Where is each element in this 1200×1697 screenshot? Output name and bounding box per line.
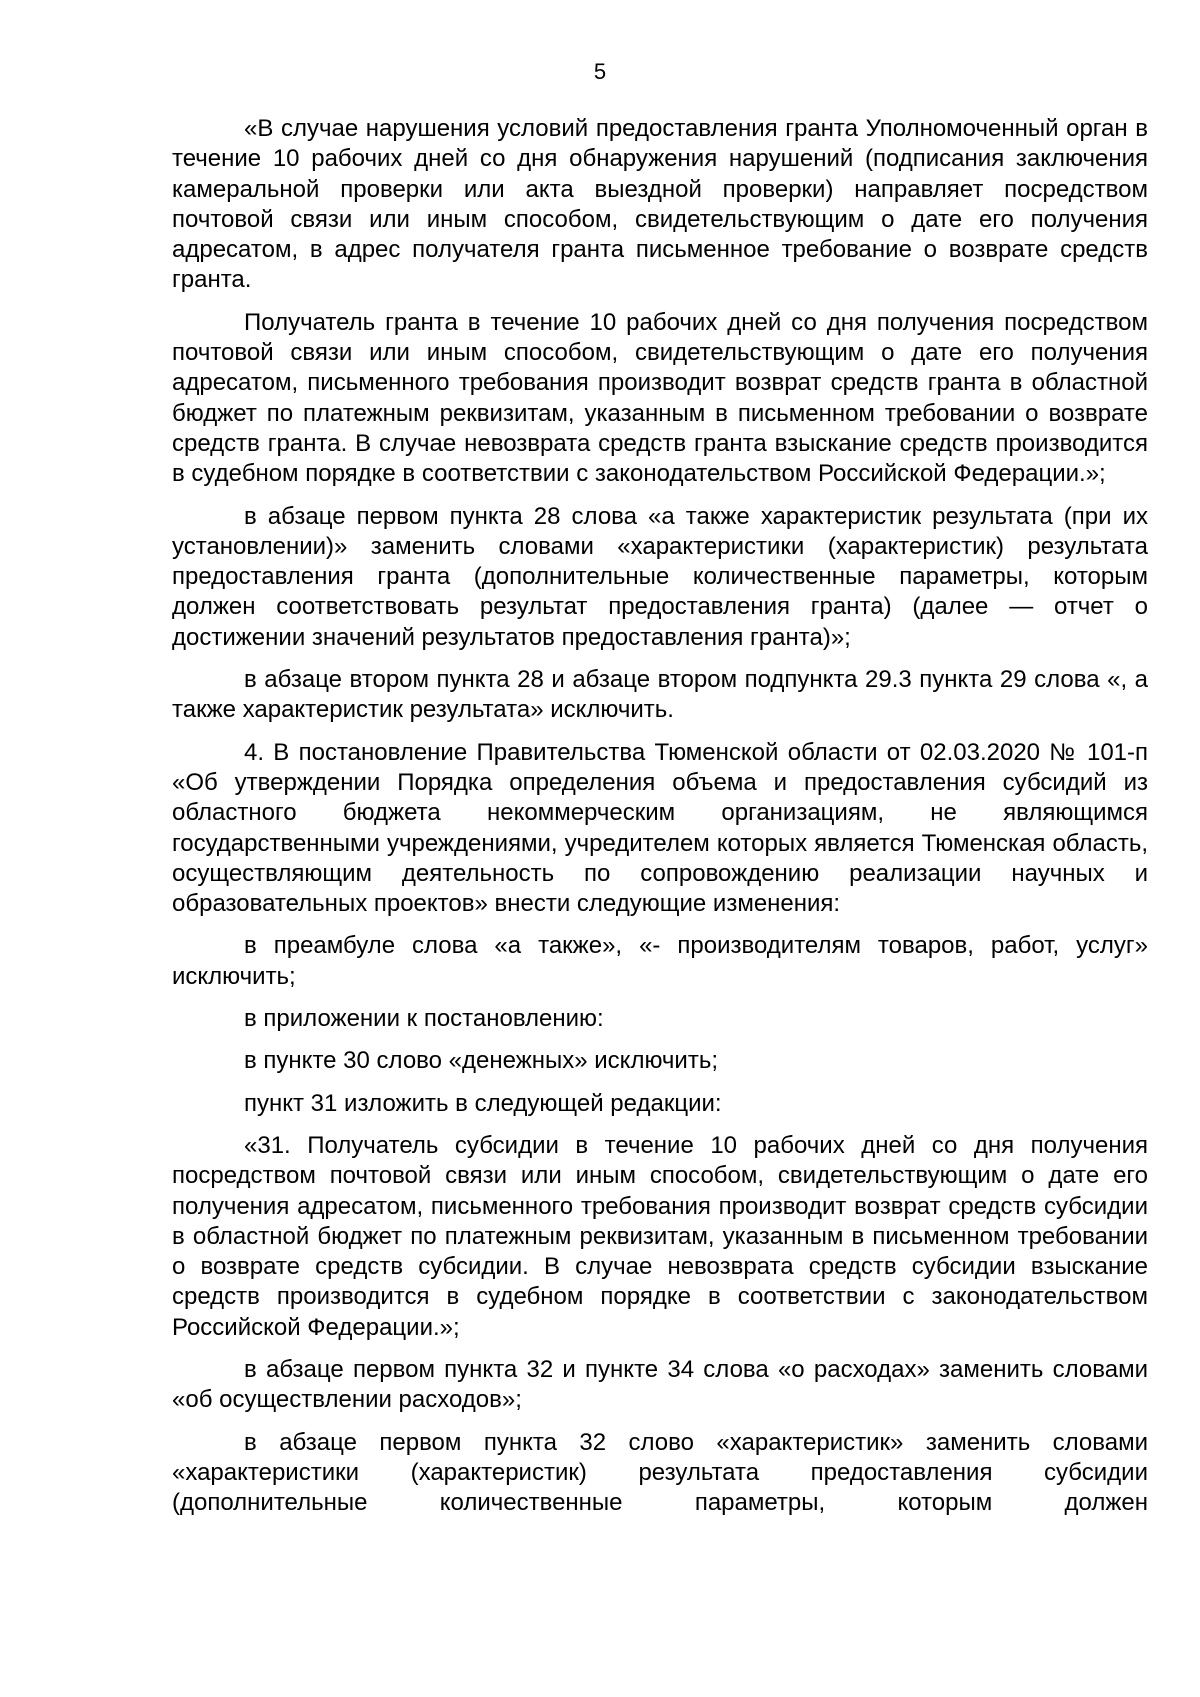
paragraph-point-31-intro: пункт 31 изложить в следующей редакции: (244, 1089, 722, 1117)
paragraph-point-32-34: в абзаце первом пункта 32 и пункте 34 слова «о расходах» заменить словами «об осуществлении расходов»; (172, 1355, 1148, 1414)
paragraph-point-32-characteristics: в абзаце первом пункта 32 слово «характеристик» заменить словами «характеристики (характеристик) результата предоставления субсидии (дополнительные количественные параметры, которым должен (172, 1428, 1148, 1517)
paragraph-preamble: в преамбуле слова «а также», «- производителям товаров, работ, услуг» исключить; (172, 932, 1148, 990)
paragraph-appendix: в приложении к постановлению: (244, 1005, 604, 1033)
paragraph-grant-violation: «В случае нарушения условий предоставления гранта Уполномоченный орган в течение 10 рабочих дней со дня обнаружения нарушений (подписания заключения камеральной проверки или акта выездной проверки) направляет посредством почтовой связи или иным способом, свидетельствующим о дате его получения адресатом, в адрес получателя гранта письменное требование о возврате средств гранта. (172, 115, 1148, 294)
page-number: 5 (593, 59, 607, 84)
paragraph-point-31-text: «31. Получатель субсидии в течение 10 рабочих дней со дня получения посредством почтовой связи или иным способом, свидетельствующим о дате его получения адресатом, письменного требования производит возврат средств субсидии в областной бюджет по платежным реквизитам, указанным в письменном требовании о возврате средств субсидии. В случае невозврата средств субсидии взыскание средств производится в судебном порядке в соответствии с законодательством Российской Федерации.»; (172, 1131, 1148, 1341)
paragraph-resolution-101p: 4. В постановление Правительства Тюменской области от 02.03.2020 № 101-п «Об утверждении Порядка определения объема и предоставления субсидий из областного бюджета некоммерческим организациям, не являющимся государственными учреждениями, учредителем которых является Тюменская область, осуществляющим деятельность по сопровождению реализации научных и образовательных проектов» внести следующие изменения: (172, 738, 1148, 918)
paragraph-point-30: в пункте 30 слово «денежных» исключить; (244, 1047, 718, 1075)
paragraph-point-28-second: в абзаце втором пункта 28 и абзаце втором подпункта 29.3 пункта 29 слова «, а также характеристик результата» исключить. (172, 666, 1148, 724)
paragraph-point-28-first: в абзаце первом пункта 28 слова «а также характеристик результата (при их установлении)» заменить словами «характеристики (характеристик) результата предоставления гранта (дополнительные количественные параметры, которым должен соответствовать результат предоставления гранта) (далее — отчет о достижении значений результатов предоставления гранта)»; (172, 502, 1148, 651)
paragraph-grant-return: Получатель гранта в течение 10 рабочих дней со дня получения посредством почтовой связи или иным способом, свидетельствующим о дате его получения адресатом, письменного требования производит возврат средств гранта в областной бюджет по платежным реквизитам, указанным в письменном требовании о возврате средств гранта. В случае невозврата средств гранта взыскание средств производится в судебном порядке в соответствии с законодательством Российской Федерации.»; (172, 308, 1148, 488)
document-body (172, 114, 1148, 1518)
